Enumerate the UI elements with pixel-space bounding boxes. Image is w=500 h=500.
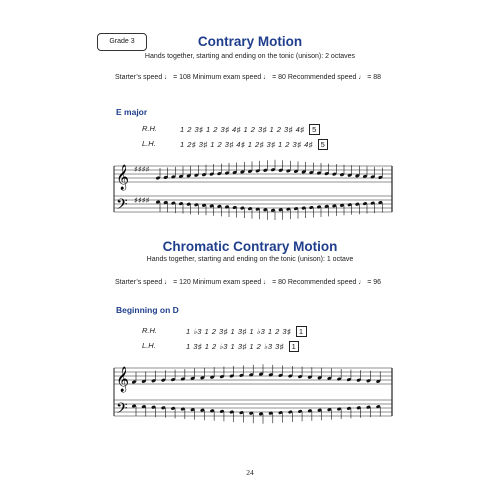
section2-speeds: Starter’s speed ♩ = 120 Minimum exam speed ♩ = 80 Recommended speed ♩ = 96 <box>115 279 382 286</box>
section2-lh-label: L.H. <box>142 341 156 350</box>
key-signature-bass-icon: ♯♯♯♯ <box>134 196 150 205</box>
bass-clef-icon: 𝄢 <box>116 400 128 421</box>
section1-title: Contrary Motion <box>197 34 303 49</box>
note-group-e-major <box>156 160 383 220</box>
section2-lh-fingering: 1 3♯ 1 2 ♭3 1 3♯ 1 2 ♭3 3♯ <box>186 342 285 351</box>
section1-speeds: Starter’s speed ♩ = 108 Minimum exam speed ♩ = 80 Recommended speed ♩ = 88 <box>115 74 382 81</box>
note-group-chromatic <box>132 364 381 424</box>
section2-rh-end-box: 1 <box>296 326 307 337</box>
grade-badge: Grade 3 <box>97 33 147 51</box>
section2-lh-end-box: 1 <box>289 341 300 352</box>
section1-rh-fingering-row <box>180 124 320 135</box>
music-system-e-major <box>110 152 400 220</box>
section1-rh-label: R.H. <box>142 124 157 133</box>
section1-lh-fingering-row <box>180 139 328 150</box>
section2-rh-fingering-row <box>186 326 307 337</box>
section1-lh-label: L.H. <box>142 139 156 148</box>
key-signature-treble-icon: ♯♯♯♯ <box>134 165 150 174</box>
treble-clef-icon: 𝄞 <box>116 367 130 392</box>
section2-lh-fingering-row <box>186 341 299 352</box>
section1-lh-fingering: 1 2♯ 3♯ 1 2 3♯ 4♯ 1 2♯ 3♯ 1 2 3♯ 4♯ <box>180 140 313 149</box>
page-number: 24 <box>246 468 254 477</box>
section1-rh-end-box: 5 <box>309 124 320 135</box>
music-system-chromatic <box>110 354 400 424</box>
section2-title: Chromatic Contrary Motion <box>162 239 338 254</box>
bass-clef-icon: 𝄢 <box>116 196 128 217</box>
section1-key: E major <box>116 107 148 117</box>
section1-subtitle: Hands together, starting and ending on the tonic (unison): 2 octaves <box>144 53 356 60</box>
section2-key: Beginning on D <box>116 305 179 315</box>
section2-subtitle: Hands together, starting and ending on the tonic (unison): 1 octave <box>146 256 354 263</box>
section1-rh-fingering: 1 2 3♯ 1 2 3♯ 4♯ 1 2 3♯ 1 2 3♯ 4♯ <box>180 125 305 134</box>
treble-clef-icon: 𝄞 <box>116 165 130 190</box>
section1-lh-end-box: 5 <box>318 139 329 150</box>
section2-rh-fingering: 1 ♭3 1 2 3♯ 1 3♯ 1 ♭3 1 2 3♯ <box>186 327 292 336</box>
section2-rh-label: R.H. <box>142 326 157 335</box>
